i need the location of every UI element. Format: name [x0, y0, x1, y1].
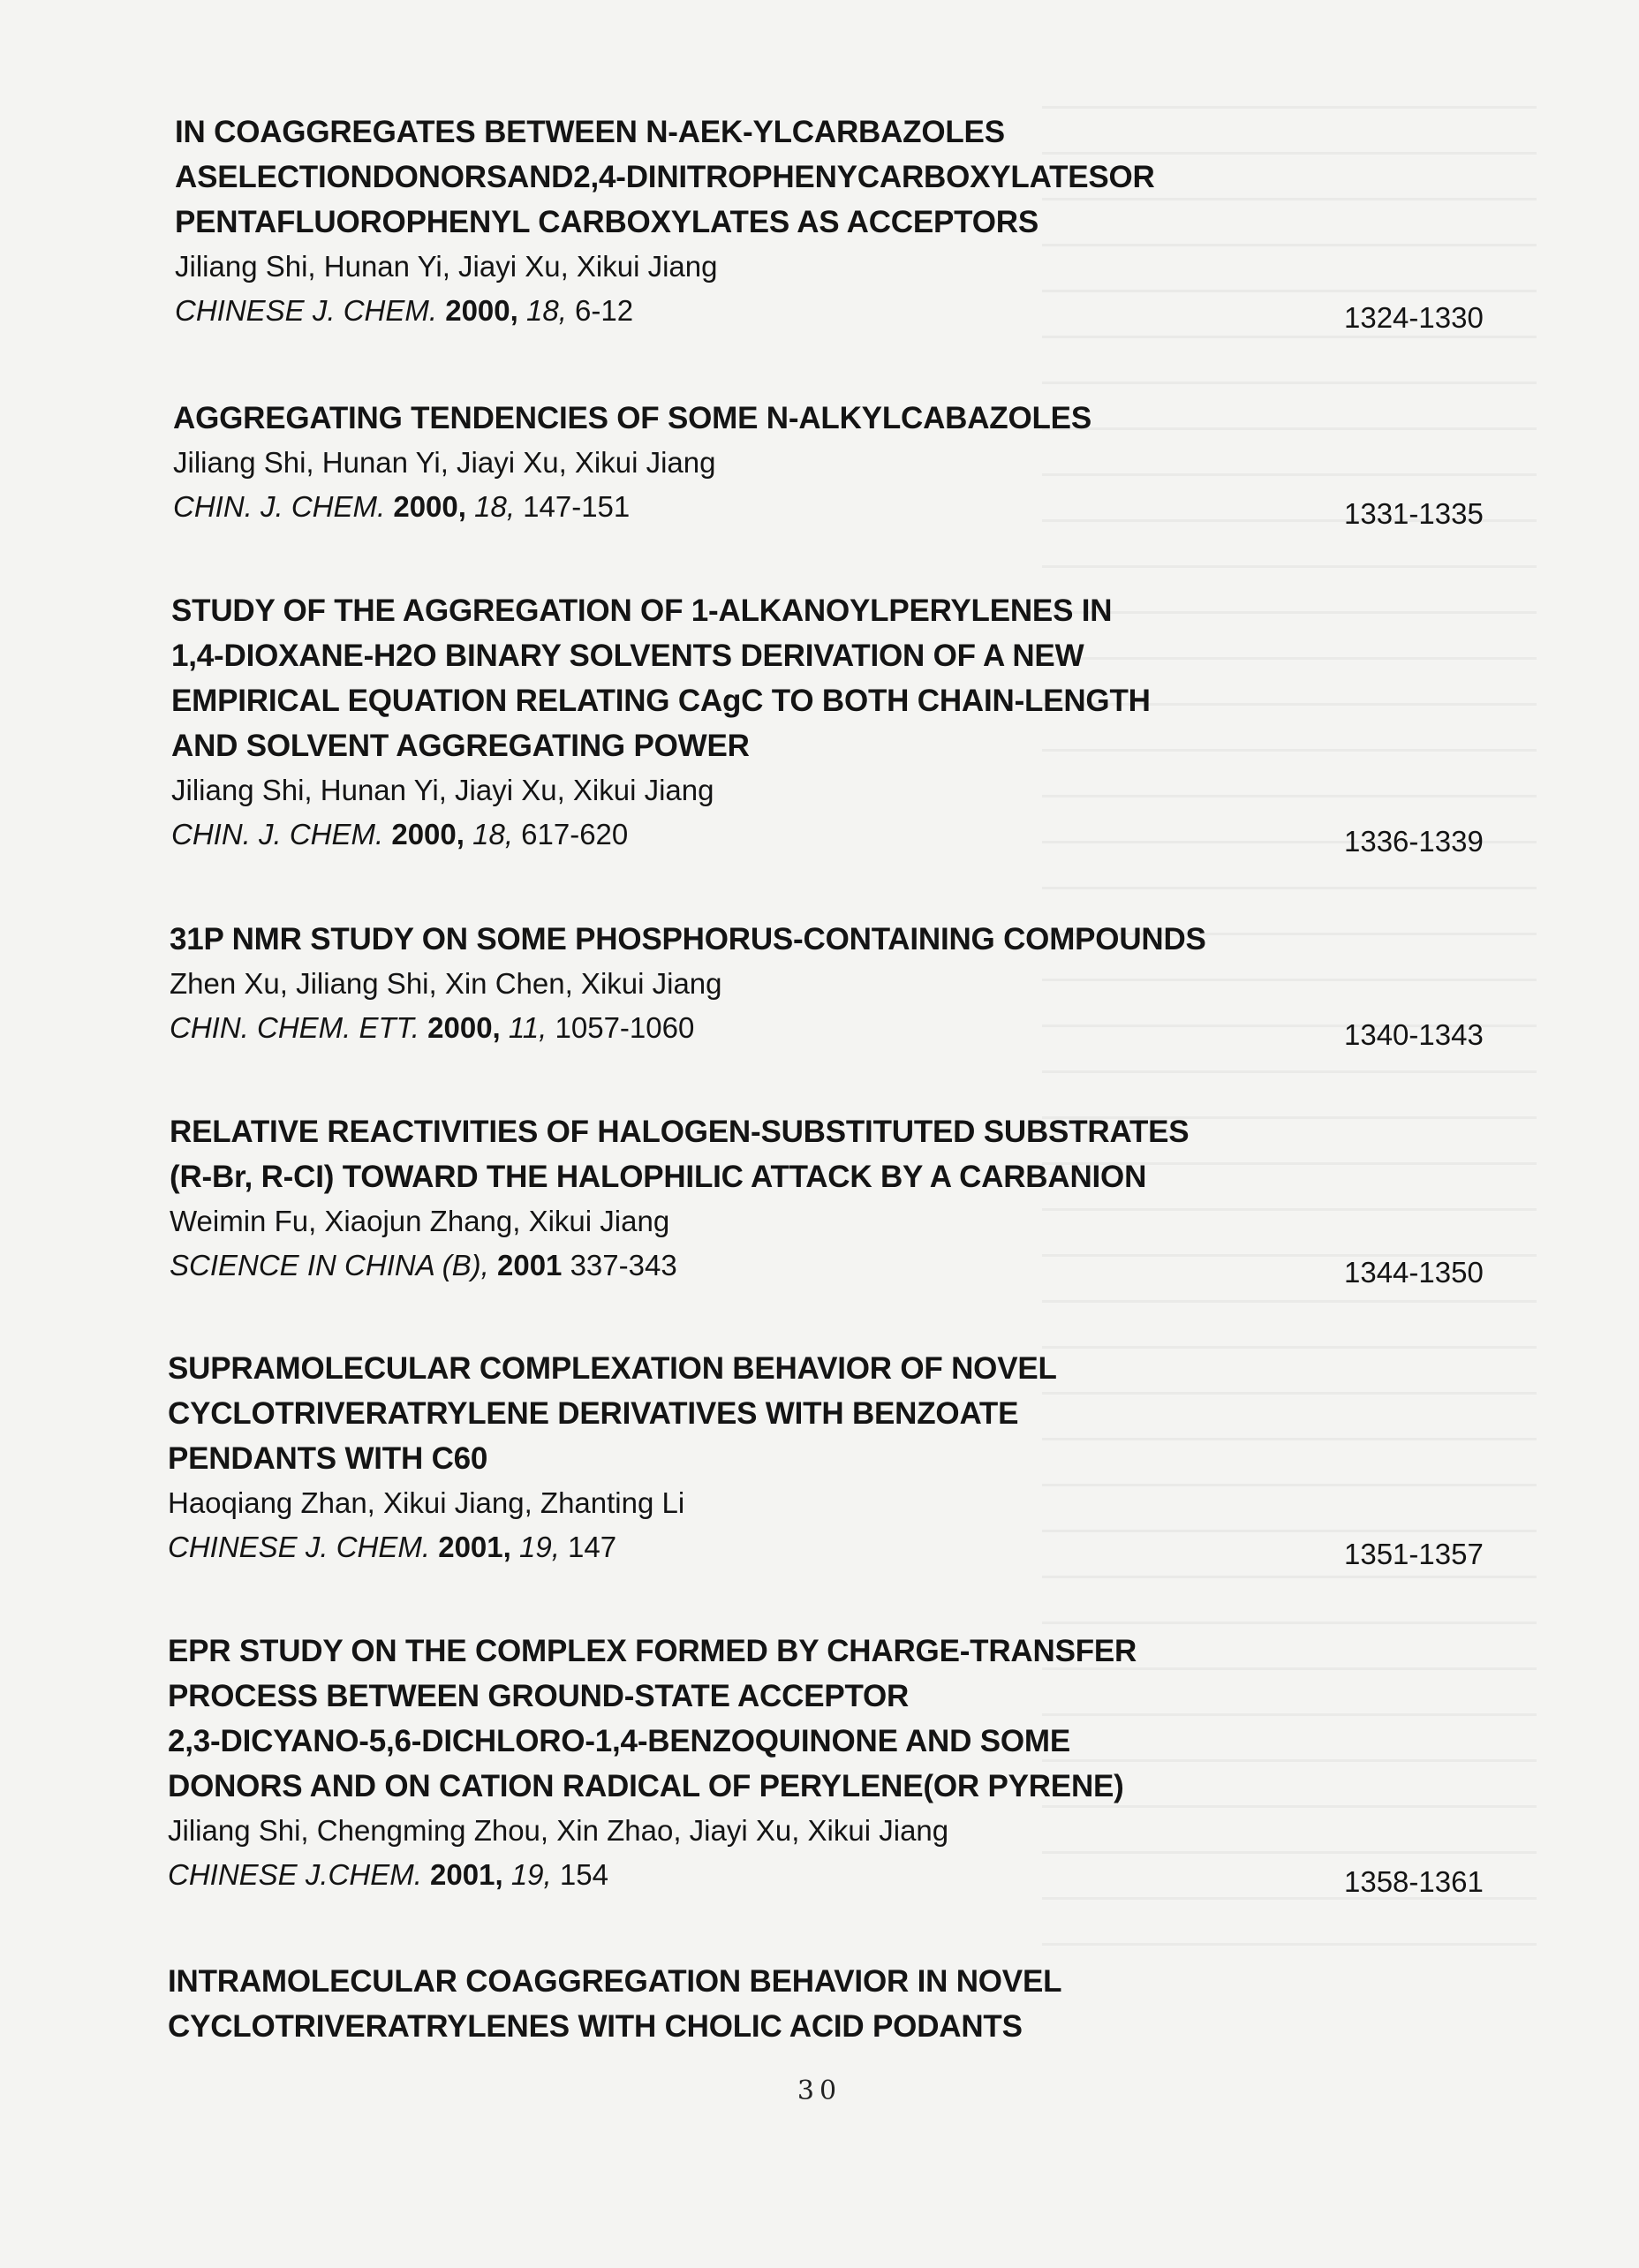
entry-authors: Jiliang Shi, Chengming Zhou, Xin Zhao, Jiayi Xu, Xikui Jiang: [168, 1814, 949, 1847]
entry-title-line: 1,4-DIOXANE-H2O BINARY SOLVENTS DERIVATION OF A NEW: [171, 639, 1084, 673]
entry-citation: [168, 1853, 608, 1897]
citation-year: 2001,: [430, 1858, 503, 1891]
citation-year: 2000,: [391, 818, 465, 850]
citation-pages: 617-620: [521, 818, 629, 850]
entry-title-line: SUPRAMOLECULAR COMPLEXATION BEHAVIOR OF NOVEL: [168, 1351, 1057, 1386]
entry-title-line: PENTAFLUOROPHENYL CARBOXYLATES AS ACCEPTORS: [175, 205, 1039, 239]
entry-citation: [171, 813, 628, 857]
entry-title-line: CYCLOTRIVERATRYLENES WITH CHOLIC ACID PODANTS: [168, 2009, 1023, 2044]
entry-citation: [168, 1525, 616, 1569]
citation-volume: 18,: [472, 818, 513, 850]
bibliography-entry: [0, 1109, 1639, 1291]
entry-citation: [170, 1006, 694, 1050]
bibliography-entry: [0, 917, 1639, 1054]
citation-volume: 18,: [474, 490, 515, 523]
entry-title-line: STUDY OF THE AGGREGATION OF 1-ALKANOYLPERYLENES IN: [171, 593, 1113, 628]
entry-title-line: EMPIRICAL EQUATION RELATING CAgC TO BOTH CHAIN-LENGTH: [171, 684, 1151, 718]
citation-pages: 1057-1060: [555, 1011, 695, 1044]
entry-title-line: ASELECTIONDONORSAND2,4-DINITROPHENYCARBOXYLATESOR: [175, 160, 1155, 194]
entry-authors: Jiliang Shi, Hunan Yi, Jiayi Xu, Xikui Jiang: [175, 250, 718, 283]
bibliography-entry: [0, 110, 1639, 336]
entry-authors: Haoqiang Zhan, Xikui Jiang, Zhanting Li: [168, 1486, 685, 1519]
entry-citation: [173, 485, 630, 529]
page-range: 1358-1361: [1344, 1865, 1484, 1898]
journal-name: CHINESE J. CHEM.: [168, 1531, 431, 1563]
journal-name: CHIN. CHEM. ETT.: [170, 1011, 419, 1044]
bibliography-entry: [0, 588, 1639, 860]
citation-volume: 18,: [525, 294, 567, 327]
page-range: 1336-1339: [1344, 825, 1484, 858]
entry-title-line: 31P NMR STUDY ON SOME PHOSPHORUS-CONTAINING COMPOUNDS: [170, 922, 1206, 956]
citation-pages: 154: [559, 1858, 608, 1891]
entry-citation: [175, 289, 633, 333]
citation-volume: 19,: [518, 1531, 560, 1563]
entry-title-line: 2,3-DICYANO-5,6-DICHLORO-1,4-BENZOQUINONE AND SOME: [168, 1724, 1070, 1758]
citation-pages: 147: [568, 1531, 617, 1563]
entry-authors: Jiliang Shi, Hunan Yi, Jiayi Xu, Xikui Jiang: [173, 446, 716, 479]
citation-year: 2001,: [438, 1531, 511, 1563]
entry-title-line: CYCLOTRIVERATRYLENE DERIVATIVES WITH BENZOATE: [168, 1396, 1019, 1431]
citation-year: 2001: [496, 1249, 563, 1281]
citation-volume: 11,: [508, 1011, 548, 1044]
entry-authors: Weimin Fu, Xiaojun Zhang, Xikui Jiang: [170, 1205, 670, 1237]
journal-name: CHIN. J. CHEM.: [171, 818, 384, 850]
entry-citation: [170, 1244, 677, 1288]
page-range: 1351-1357: [1344, 1538, 1484, 1570]
citation-year: 2000,: [393, 490, 466, 523]
entry-authors: Jiliang Shi, Hunan Yi, Jiayi Xu, Xikui Jiang: [171, 774, 714, 806]
page-range: 1340-1343: [1344, 1018, 1484, 1051]
page-range: 1331-1335: [1344, 497, 1484, 530]
bibliography-entry: [0, 1629, 1639, 1901]
citation-pages: 147-151: [523, 490, 631, 523]
journal-name: CHINESE J.CHEM.: [168, 1858, 422, 1891]
entry-title-line: RELATIVE REACTIVITIES OF HALOGEN-SUBSTITUTED SUBSTRATES: [170, 1115, 1190, 1149]
entry-title-line: AGGREGATING TENDENCIES OF SOME N-ALKYLCABAZOLES: [173, 401, 1091, 435]
entry-title-line: (R-Br, R-CI) TOWARD THE HALOPHILIC ATTACK BY A CARBANION: [170, 1160, 1147, 1194]
citation-volume: 19,: [510, 1858, 552, 1891]
citation-year: 2000,: [445, 294, 518, 327]
bibliography-entry: [0, 1959, 1639, 2049]
entry-title-line: DONORS AND ON CATION RADICAL OF PERYLENE(OR PYRENE): [168, 1769, 1124, 1803]
entry-title-line: AND SOLVENT AGGREGATING POWER: [171, 729, 750, 763]
entry-title-line: INTRAMOLECULAR COAGGREGATION BEHAVIOR IN NOVEL: [168, 1964, 1062, 1999]
entry-title-line: PENDANTS WITH C60: [168, 1441, 488, 1476]
bibliography-entry: [0, 396, 1639, 533]
entry-title-line: IN COAGGREGATES BETWEEN N-AEK-YLCARBAZOLES: [175, 115, 1005, 149]
citation-pages: 337-343: [570, 1249, 677, 1281]
page-range: 1344-1350: [1344, 1256, 1484, 1289]
citation-pages: 6-12: [575, 294, 634, 327]
page-number: 30: [797, 2075, 842, 2106]
entry-title-line: EPR STUDY ON THE COMPLEX FORMED BY CHARGE-TRANSFER: [168, 1634, 1137, 1668]
entry-authors: Zhen Xu, Jiliang Shi, Xin Chen, Xikui Jiang: [170, 967, 722, 1000]
citation-year: 2000,: [427, 1011, 501, 1044]
journal-name: SCIENCE IN CHINA (B),: [170, 1249, 489, 1281]
bibliography-entry: [0, 1346, 1639, 1573]
journal-name: CHINESE J. CHEM.: [175, 294, 438, 327]
journal-name: CHIN. J. CHEM.: [173, 490, 386, 523]
page-range: 1324-1330: [1344, 301, 1484, 334]
entry-title-line: PROCESS BETWEEN GROUND-STATE ACCEPTOR: [168, 1679, 910, 1713]
